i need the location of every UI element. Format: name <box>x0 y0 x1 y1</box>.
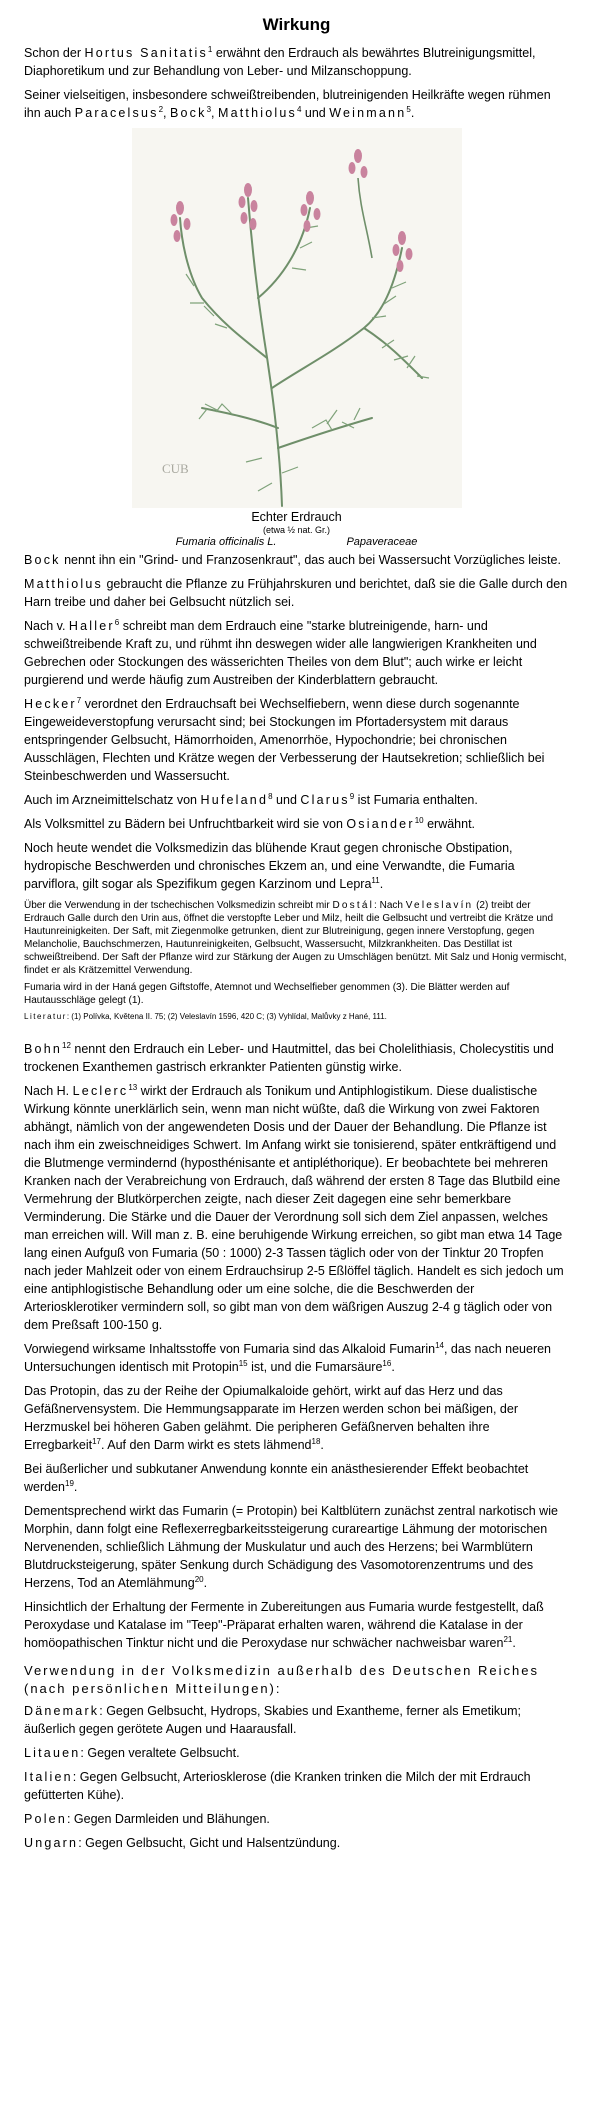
latin-name: Fumaria officinalis L. <box>175 536 277 548</box>
flower <box>405 248 412 260</box>
paragraph-hecker: Hecker$^7$ verordnet den Erdrauchsaft bei Wechselfiebern, wenn diese durch sogenannte Eingeweideverstopfung verursacht sind; bei Stockungen im Pfortadersystem mit daraus entspringender Gelbsucht, Hämorrhoiden, Amenorrhöe, Hypochondrie; bei chronischen Ausschlägen, Flechten und Krätze wegen der Verbesserung der Hautsekretion; schließlich bei Steinbeschwerden und Wassersucht. <box>24 695 545 783</box>
paragraph-bohn: Bohn$^{12}$ nennt den Erdrauch ein Leber- und Hautmittel, das bei Cholelithiasis, Cholecystitis und trockenen Exanthemen gastrisch erkrankter Patienten günstig wirke. <box>24 1040 554 1074</box>
footnote-ref: 7 <box>76 695 82 705</box>
paragraph-hortus: Schon der Hortus Sanitatis$^1$ erwähnt den Erdrauch als bewährtes Blutreinigungsmittel, Diaphoretikum und zur Behandlung von Leber- und Milzanschoppung. <box>24 44 536 78</box>
flower <box>238 196 245 208</box>
paragraph-matthiolus: Matthiolus gebraucht die Pflanze zu Frühjahrskuren und berichtet, daß sie die Galle durch den Harn treibe und daher bei Gelbsucht nützlich sei. <box>24 577 568 609</box>
paragraph-haller: Nach v. Haller$^6$ schreibt man dem Erdrauch eine "starke blutreinigende, harn- und schweißtreibende Kraft zu, und rühmt ihn deswegen wider alle langwierigen Krankheiten und Gebrechen oder Stockungen des wässerichten Theiles von dem Blut"; auch wirke er leicht purgierend und werde häufig zum Austreiben der Kinderblattern gebraucht. <box>24 617 537 687</box>
flower <box>398 231 406 245</box>
flower <box>244 183 252 197</box>
literature-label: Literatur <box>24 1012 67 1021</box>
flower <box>396 260 403 272</box>
country-name: Litauen <box>24 1746 81 1760</box>
plant-figure <box>24 128 569 549</box>
plate-background <box>132 128 462 508</box>
country-name: Dänemark <box>24 1704 100 1718</box>
name-haller: Haller <box>68 619 115 633</box>
country-entry-italien: Italien: Gegen Gelbsucht, Arteriosklerose (die Kranken trinken die Milch der mit Erdrauch gefütterten Kühe). <box>24 1770 531 1802</box>
paragraph-anaesthesie: Bei äußerlicher und subkutaner Anwendung konnte ein anästhesierender Effekt beobachtet werden$^{19}$. <box>24 1462 529 1494</box>
name-weinmann: Weinmann <box>329 106 407 120</box>
country-name: Polen <box>24 1812 67 1826</box>
country-name: Italien <box>24 1770 73 1784</box>
paragraph-fumarin: Vorwiegend wirksame Inhaltsstoffe von Fumaria sind das Alkaloid Fumarin$^{14}$, das nach neueren Untersuchungen identisch mit Protopin$^{15}$ ist, und die Fumarsäure$^{16}$. <box>24 1340 552 1374</box>
footnote-ref: 13 <box>128 1082 138 1092</box>
name-hortus-sanitatis: Hortus Sanitatis <box>84 46 208 60</box>
name-bock: Bock <box>169 106 207 120</box>
flower <box>306 191 314 205</box>
fumaria-illustration <box>132 128 462 508</box>
page-title: Wirkung <box>262 15 331 34</box>
name-veleslavin: Veleslavín <box>405 900 474 911</box>
paragraph-volksmedizin: Noch heute wendet die Volksmedizin das blühende Kraut gegen chronische Obstipation, hydropische Beschwerden und chronisches Ekzem an, und eine Verwandte, die Fumaria parviflora, gilt sogar als Spezifikum gegen Karzinom und Lepra$^{11}$. <box>24 841 515 891</box>
paragraph-osiander: Als Volksmittel zu Bädern bei Unfruchtbarkeit wird sie von Osiander$^{10}$ erwähnt. <box>24 815 476 831</box>
country-entry-ungarn: Ungarn: Gegen Gelbsucht, Gicht und Halsentzündung. <box>24 1836 341 1850</box>
footnote-ref: 17 <box>92 1436 101 1446</box>
footnote-ref: 14 <box>435 1340 444 1350</box>
flower <box>249 218 256 230</box>
footnote-ref: 21 <box>503 1634 513 1644</box>
footnote-ref: 2 <box>158 104 164 114</box>
country-name: Ungarn <box>24 1836 79 1850</box>
footnote-ref: 15 <box>238 1358 248 1368</box>
name-hufeland: Hufeland <box>200 793 269 807</box>
plant-family: Papaveraceae <box>346 536 418 548</box>
name-dostal: Dostál <box>332 900 375 911</box>
footnote-ref: 1 <box>207 44 213 54</box>
country-entry-litauen: Litauen: Gegen veraltete Gelbsucht. <box>24 1746 240 1760</box>
paragraph-leclerc: Nach H. Leclerc$^{13}$ wirkt der Erdrauch als Tonikum und Antiphlogistikum. Diese dualistische Wirkung könnte unerklärlich sein, wenn man nicht wüßte, daß die Wirkung von zwei Faktoren abhängt, nämlich von der angewendeten Dosis und der Dauer der Behandlung. Die Pflanze ist nach ihm ein zweischneidiges Schwert. Im Anfang wirkt sie tonisierend, später entkräftigend und die Blutmenge vermindernd (hyposthénisante et antipléthorique). Er beobachtete bei mehreren Kranken nach der Verabreichung von Erdrauch, daß während der ersten 8 Tage das Blutbild eine Vermehrung der Blutkörperchen zeigte, nach dieser Zeit dagegen eine sehr bemerkbare Verminderung. Die Stärke und die Dauer der Verordnung soll sich dem Ziel anpassen, welches man erreichen will. Will man z. B. eine beruhigende Wirkung erreichen, so gibt man etwa 14 Tage lang einen Aufguß von Fumaria (50 : 1000) 2-3 Tassen täglich oder von der Tinktur 20 Tropfen nach jeder Mahlzeit oder von einem Erdrauchsirup 2-5 Eßlöffel täglich. Handelt es sich jedoch um eine antiphlogistische Behandlung oder um eine solche, die die Beschwerden der Arteriosklerotiker vermindern soll, so gibt man von dem wäßrigen Auszug 2-4 g täglich oder von dem Preßsaft 100-150 g. <box>24 1082 564 1332</box>
flower <box>303 220 310 232</box>
artist-monogram: CUB <box>161 461 189 476</box>
flower <box>360 166 367 178</box>
flower <box>240 212 247 224</box>
paragraph-fermente: Hinsichtlich der Erhaltung der Fermente in Zubereitungen aus Fumaria wurde festgestellt, daß Peroxydase und Katalase im "Teep"-Präparat erhalten waren, während die Katalase in der homöopathischen Tinktur nicht und die Peroxydase nur schwächer nachweisbar waren$^{21}$. <box>24 1600 544 1650</box>
flower <box>392 244 399 256</box>
paragraph-paracelsus: Seiner vielseitigen, insbesondere schweißtreibenden, blutreinigenden Heilkräfte wegen rühmen ihn auch Paracelsus$^2$, Bock$^3$, Matthiolus$^4$ und Weinmann$^5$. <box>24 88 551 120</box>
flower <box>173 230 180 242</box>
name-bock: Bock <box>24 553 61 567</box>
footnote-ref: 6 <box>114 617 120 627</box>
name-matthiolus: Matthiolus <box>24 577 103 591</box>
footnote-ref: 12 <box>62 1040 71 1050</box>
name-leclerc: Leclerc <box>72 1084 129 1098</box>
footnote-ref: 19 <box>65 1478 74 1488</box>
flower <box>250 200 257 212</box>
footnote-ref: 9 <box>349 791 355 801</box>
paragraph-dementsprechend: Dementsprechend wirkt das Fumarin (= Protopin) bei Kaltblütern zunächst zentral narkotisch wie Morphin, dann folgt eine Reflexerregbarkeitssteigerung curareartige Lähmung der motorischen Nervenenden, schließlich Lähmung der Muskulatur und auch des Herzens; bei Warmblütern Blutdrucksteigerung, später Senkung durch Schädigung des Vasomotorenzentrums und des Herzens, Tod an Atemlähmung$^{20}$. <box>24 1504 558 1590</box>
figure-latin-row <box>24 536 569 549</box>
name-osiander: Osiander <box>346 817 415 831</box>
section-heading-volksmedizin: Verwendung in der Volksmedizin außerhalb des Deutschen Reiches (nach persönlichen Mitteilungen): <box>24 1663 539 1696</box>
name-hecker: Hecker <box>24 697 77 711</box>
footnote-ref: 16 <box>382 1358 392 1368</box>
footnote-ref: 3 <box>206 104 212 114</box>
figure-caption: Echter Erdrauch <box>251 510 342 524</box>
footnote-ref: 20 <box>194 1574 204 1584</box>
name-bohn: Bohn <box>24 1042 62 1056</box>
small-paragraph-hana: Fumaria wird in der Haná gegen Giftstoffe, Atemnot und Wechselfieber genommen (3). Die Blätter werden auf Hautausschläge gelegt (1). <box>24 982 510 1006</box>
flower <box>183 218 190 230</box>
footnote-ref: 4 <box>296 104 302 114</box>
footnote-ref: 18 <box>311 1436 321 1446</box>
name-matthiolus: Matthiolus <box>217 106 297 120</box>
footnote-ref: 8 <box>268 791 273 801</box>
small-paragraph-czech: Über die Verwendung in der tschechischen Volksmedizin schreibt mir Dostál: Nach Veleslavín (2) treibt der Erdrauch Galle durch den Urin aus, öffnet die verstopfte Leber und Milz, heilt die Gelbsucht und vertreibt die Krätze und Hautunreinigkeiten. Der Saft, mit Ziegenmolke getrunken, dient zur Blutreinigung, gegen innere Verstopfung, gegen Melancholie, Bauchschmerzen, Hautunreinigkeiten, Gelbsucht, Wassersucht, Milzkrankheiten. Das Destillat ist schweißtreibend. Der Saft der Pflanze wird zur Stärkung der Augen zu Umschlägen benützt. Mit Salz und Honig vermischt, findet er als Krätzemittel Verwendung. <box>24 900 567 976</box>
paragraph-hufeland: Auch im Arzneimittelschatz von Hufeland$^8$ und Clarus$^9$ ist Fumaria enthalten. <box>24 791 478 807</box>
footnote-ref: 10 <box>414 815 424 825</box>
footnote-ref: 5 <box>406 104 411 114</box>
footnote-ref: 11 <box>371 875 380 885</box>
name-clarus: Clarus <box>300 793 350 807</box>
flower <box>313 208 320 220</box>
flower <box>354 149 362 163</box>
figure-scale: (etwa ½ nat. Gr.) <box>262 525 331 535</box>
literature-references: Literatur: (1) Polívka, Květena II. 75; (2) Veleslavín 1596, 420 C; (3) Vyhlídal, Malůvky z Hané, 111. <box>24 1012 387 1021</box>
flower <box>348 162 355 174</box>
paragraph-protopin: Das Protopin, das zu der Reihe der Opiumalkaloide gehört, wirkt auf das Herz und das Gefäßnervensystem. Die Hemmungsapparate im Herzen werden schon bei mäßigen, der Herzmuskel bei höheren Gaben gelähmt. Die peripheren Gefäßnerven behalten ihre Erregbarkeit$^{17}$. Auf den Darm wirkt es stets lähmend$^{18}$. <box>24 1384 518 1452</box>
country-entry-danemark: Dänemark: Gegen Gelbsucht, Hydrops, Skabies und Exantheme, ferner als Emetikum; äußerlich gegen gerötete Augen und Haarausfall. <box>24 1704 522 1736</box>
country-entry-polen: Polen: Gegen Darmleiden und Blähungen. <box>24 1812 270 1826</box>
flower <box>176 201 184 215</box>
paragraph-bock: Bock nennt ihn ein "Grind- und Franzosenkraut", das auch bei Wassersucht Vorzügliches leiste. <box>24 553 561 567</box>
name-paracelsus: Paracelsus <box>74 106 159 120</box>
flower <box>170 214 177 226</box>
flower <box>300 204 307 216</box>
